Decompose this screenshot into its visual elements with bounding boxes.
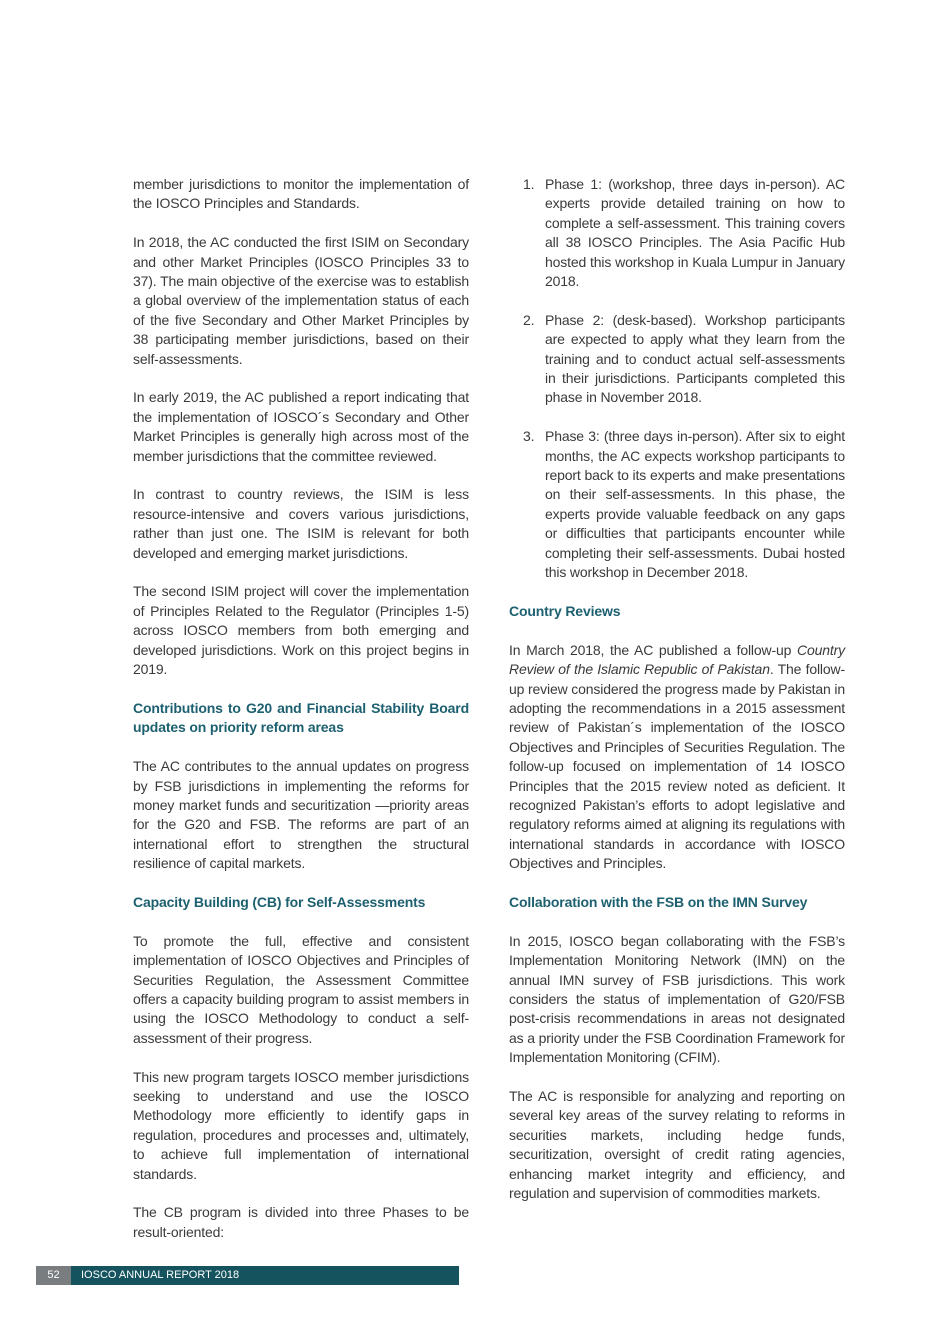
report-title-footer: IOSCO ANNUAL REPORT 2018 [81, 1269, 240, 1281]
paragraph: The CB program is divided into three Phases to be result-oriented: [133, 1204, 469, 1240]
list-item [509, 311, 845, 408]
list-number: 3. [523, 428, 535, 445]
list-item-text: Phase 1: (workshop, three days in-person). AC experts provide detailed training on how to complete a self-assessment. This training covers all 38 IOSCO Principles. The Asia Pacific Hub hosted this workshop in Kuala Lumpur in January 2018. [545, 176, 845, 290]
paragraph: In 2015, IOSCO began collaborating with the FSB’s Implementation Monitoring Network (IMN) on the annual IMN survey of FSB jurisdictions. This work considers the status of implementation of G20/FSB post-crisis recommendations in areas not designated as a priority under the FSB Coordination Framework for Implementation Monitoring (CFIM). [509, 932, 845, 1066]
paragraph: To promote the full, effective and consistent implementation of IOSCO Objectives and Principles of Securities Regulation, the Assessment Committee offers a capacity building program to assist members in using the IOSCO Methodology to conduct a self-assessment of their progress. [133, 932, 469, 1046]
page-number: 52 [36, 1266, 71, 1285]
paragraph: In 2018, the AC conducted the first ISIM on Secondary and other Market Principles (IOSCO Principles 33 to 37). The main objective of the exercise was to establish a global overview of the implementation status of each of the five Secondary and Other Market Principles by 38 participating member jurisdictions, based on their self-assessments. [133, 234, 469, 367]
page-footer [36, 1266, 459, 1285]
paragraph: This new program targets IOSCO member jurisdictions seeking to understand and use the IOSCO Methodology more efficiently to identify gaps in regulation, procedures and processes and, ultimately, to achieve full implementation of international standards. [133, 1068, 469, 1182]
list-item-text: Phase 2: (desk-based). Workshop participants are expected to apply what they learn from the training and to conduct actual self-assessments in their jurisdictions. Participants completed this phase in November 2018. [545, 311, 845, 406]
list-number: 2. [523, 311, 535, 328]
text-run: In March 2018, the AC published a follow-up [509, 641, 798, 658]
section-heading-capacity-building: Capacity Building (CB) for Self-Assessments [133, 893, 426, 910]
paragraph [509, 641, 845, 874]
paragraph: member jurisdictions to monitor the implementation of the IOSCO Principles and Standards. [133, 176, 469, 212]
text-run: . The follow-up review considered the progress made by Pakistan in adopting the recommendations in a 2015 assessment review of Pakistan´s implementation of the IOSCO Objectives and Principles of Securities Regulation. The follow-up focused on implementation of 14 IOSCO Principles that the 2015 review noted as deficient. It recognized Pakistan’s efforts to adopt legislative and regulatory reforms aimed at aligning its regulations with international standards in accordance with IOSCO Objectives and Principles. [509, 661, 846, 872]
paragraph: In early 2019, the AC published a report indicating that the implementation of IOSCO´s Secondary and Other Market Principles is generally high across most of the member jurisdictions that the committee reviewed. [133, 389, 469, 464]
paragraph: The AC is responsible for analyzing and reporting on several key areas of the survey relating to reforms in securities markets, including hedge funds, securitization, oversight of credit rating agencies, enhancing market integrity and efficiency, and regulation and supervision of commodities markets. [509, 1087, 845, 1202]
section-heading-fsb-imn: Collaboration with the FSB on the IMN Survey [509, 893, 808, 910]
list-number: 1. [523, 176, 535, 192]
phase-list [509, 175, 845, 583]
list-item [509, 427, 845, 582]
left-column [133, 175, 469, 1262]
right-column [509, 175, 845, 1223]
paragraph: In contrast to country reviews, the ISIM is less resource-intensive and covers various jurisdictions, rather than just one. The ISIM is relevant for both developed and emerging market jurisdictions. [133, 486, 469, 561]
paragraph: The second ISIM project will cover the implementation of Principles Related to the Regulator (Principles 1-5) across IOSCO members from both emerging and developed jurisdictions. Work on this project begins in 2019. [133, 583, 469, 678]
section-heading-country-reviews: Country Reviews [509, 602, 621, 619]
paragraph: The AC contributes to the annual updates on progress by FSB jurisdictions in implementing the reforms for money market funds and securitization —priority areas for the G20 and FSB. The reforms are part of an international effort to strengthen the structural resilience of capital markets. [133, 758, 469, 872]
list-item-text: Phase 3: (three days in-person). After six to eight months, the AC expects workshop participants to report back to its experts and make presentations on their self-assessments. In this phase, the experts provide valuable feedback on any gaps or difficulties that participants encounter while completing their self-assessments. Dubai hosted this workshop in December 2018. [545, 428, 845, 581]
report-title: Country Review of the Islamic Republic of Pakistan [509, 641, 845, 678]
list-item [509, 175, 845, 291]
section-heading-g20-fsb: Contributions to G20 and Financial Stability Board updates on priority reform areas [133, 699, 469, 736]
